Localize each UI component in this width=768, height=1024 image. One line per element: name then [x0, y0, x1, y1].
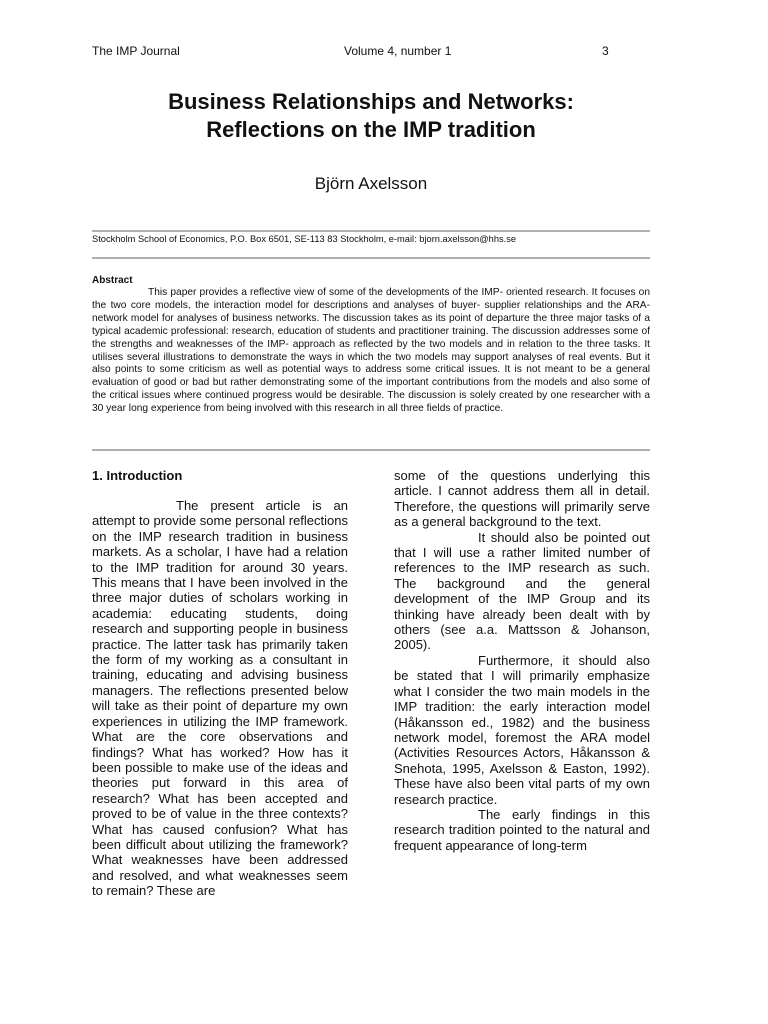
paragraph-text: The early findings in this research tradition pointed to the natural and frequent appearance of long-term [394, 806, 650, 853]
article-title [92, 88, 650, 144]
paragraph: some of the questions underlying this article. I cannot address them all in detail. Therefore, the questions will primarily serve as a general background to the text. [394, 468, 650, 530]
abstract-body [92, 287, 650, 416]
divider-top [92, 230, 650, 232]
journal-name: The IMP Journal [92, 44, 180, 58]
volume-number: Volume 4, number 1 [344, 44, 452, 58]
paragraph-text: It should also be pointed out that I will use a rather limited number of references to the IMP research as such. The background and the general development of the IMP Group and its thinking have already been dealt with by others (see a.a. Mattsson & Johanson, 2005). [394, 529, 650, 653]
column-right [394, 468, 650, 853]
title-line-1: Business Relationships and Networks: [168, 89, 574, 114]
abstract-text: This paper provides a reflective view of some of the developments of the IMP- oriented research. It focuses on the two core models, the interaction model for descriptions and analyses of buyer- supplier relationships and the ARA- network model for analyses of business networks. The discussion takes as its point of departure the three major tasks of a typical academic professional: research, education of students and practitioner training. The discussion addresses some of the strengths and weaknesses of the IMP- approach as reflected by the two models and in relation to the three tasks. It utilises several illustrations to demonstrate the ways in which the two models may support analyses of real events. But it also points to some criticism as well as potential ways to address some critical issues. It is not meant to be a general evaluation of good or bad but rather demonstrating some of the important contributions from the models and also some of the critical issues where continued progress would be desirable. The discussion is solely created by one researcher with a 30 year long experience from being involved with this research in all three fields of practice. [92, 287, 650, 415]
paragraph-text: The present article is an attempt to provide some personal reflections on the IMP research tradition in business markets. As a scholar, I have had a relation to the IMP tradition for around 30 years. This means that I have been involved in the three major duties of scholars working in academia: educating students, doing research and supporting people in business practice. The latter task has primarily taken the form of my working as a consultant in training, educating and advising business managers. The reflections presented below will take as their point of departure my own experiences in utilizing the IMP framework. What are the core observations and findings? What has worked? How has it been possible to make use of the ideas and theories put forward in this area of research? What has been accepted and proved to be of value in the three contexts? What has caused confusion? What has been difficult about utilizing the framework? What weaknesses have been addressed and resolved, and what weaknesses seem to remain? These are [92, 498, 348, 899]
column-left [92, 468, 348, 899]
abstract-heading: Abstract [92, 275, 133, 286]
author-email[interactable]: bjorn.axelsson@hhs.se [419, 234, 517, 244]
author-name: Björn Axelsson [314, 174, 428, 193]
section-heading-introduction: 1. Introduction [92, 468, 183, 483]
paragraph [394, 653, 650, 807]
paragraph [92, 498, 348, 899]
page-number: 3 [602, 44, 609, 58]
divider-affiliation [92, 257, 650, 259]
running-head [92, 43, 612, 59]
paragraph [394, 530, 650, 653]
affiliation-text: Stockholm School of Economics, P.O. Box 6501, SE-113 83 Stockholm, e-mail: [92, 234, 420, 244]
paragraph-text: Furthermore, it should also be stated that I will primarily emphasize what I consider the two main models in the IMP tradition: the early interaction model (Håkansson ed., 1982) and the business network model, foremost the ARA model (Activities Resources Actors, Håkansson & Snehota, 1995, Axelsson & Easton, 1992). These have also been vital parts of my own research practice. [394, 652, 650, 807]
paragraph [394, 807, 650, 853]
affiliation [92, 233, 650, 246]
title-line-2: Reflections on the IMP tradition [206, 117, 536, 142]
divider-abstract [92, 449, 650, 451]
